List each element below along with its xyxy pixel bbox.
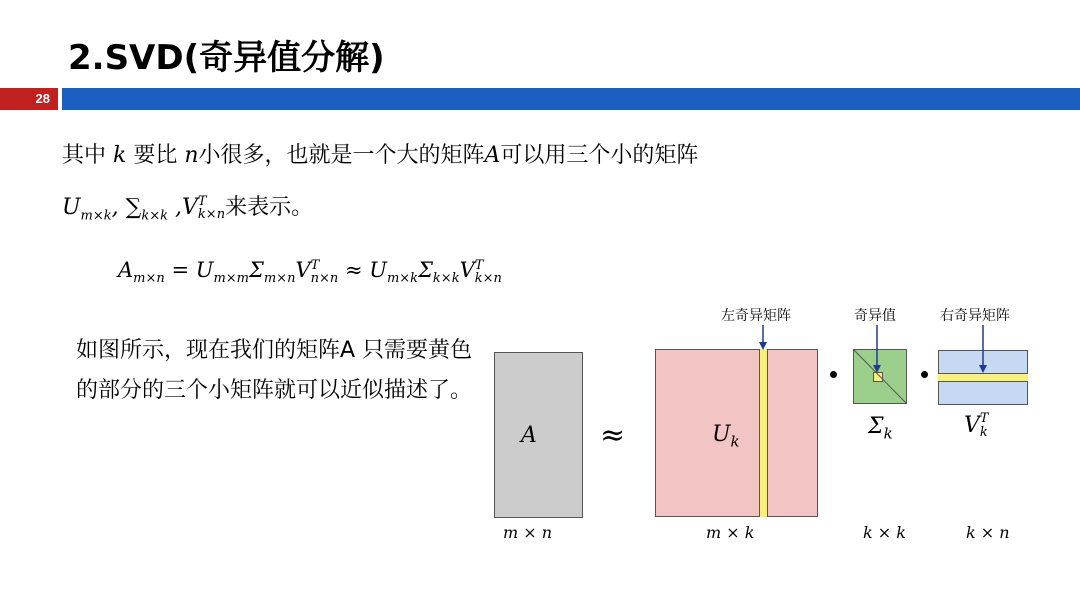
formula-U: U — [369, 258, 387, 282]
callout-singular-values: 奇异值 — [854, 308, 896, 324]
matrix-V-dim: k × n — [966, 523, 1010, 542]
formula-Sigma: Σ — [249, 258, 264, 282]
math-U: U — [62, 195, 81, 220]
math-sub: m×k — [80, 208, 112, 224]
intro-text: 要比 — [126, 143, 185, 168]
matrix-U-dim: m × k — [706, 523, 755, 542]
math-sub: k×n — [197, 207, 226, 222]
callout-left-singular: 左奇异矩阵 — [721, 308, 791, 324]
matrix-A-label: A — [521, 423, 537, 448]
matrix-Sigma-dim: k × k — [863, 523, 906, 542]
arrowhead-icon — [759, 342, 767, 350]
formula-sub: m×k — [386, 271, 419, 287]
formula-equals: = — [171, 258, 190, 282]
intro-text: 小很多，也就是一个大的矩阵 — [198, 143, 485, 168]
page-number-badge: 28 — [0, 88, 58, 110]
math-k: k — [113, 143, 127, 168]
formula-U: U — [195, 258, 214, 282]
formula-V: V — [295, 258, 311, 282]
intro-line-2: $U_{m\times k}$, $\sum_{k\times k}$ ,V T k×n 来表示。 — [62, 194, 314, 224]
math-V: V — [182, 195, 198, 220]
math-sup: T — [197, 194, 207, 209]
matrix-A-dim: m × n — [503, 523, 553, 542]
math-n: n — [184, 143, 199, 168]
callout-right-singular: 右奇异矩阵 — [940, 308, 1010, 324]
formula-sub: m×m — [213, 271, 249, 287]
matrix-U-label: $U_k$ — [712, 422, 740, 451]
slide-title: 2.SVD(奇异值分解) — [68, 38, 385, 78]
formula-sup: T — [474, 257, 484, 273]
matrix-Sigma-label: $\Sigma_k$ — [868, 414, 893, 443]
arrowhead-icon — [979, 365, 987, 373]
sigma-diagonal — [853, 349, 907, 404]
formula-sub: k×k — [432, 271, 460, 287]
formula-A: A — [118, 258, 134, 282]
intro-text: 来表示。 — [225, 195, 314, 220]
formula-sub: k×n — [474, 270, 502, 286]
matrix-V-label: V T k — [964, 411, 989, 440]
formula-sup: T — [310, 257, 320, 273]
formula-Sigma: Σ — [418, 258, 433, 282]
arrowhead-icon — [873, 365, 881, 373]
formula-approx: ≈ — [344, 258, 363, 282]
math-A: A — [484, 143, 501, 168]
description-text: 如图所示，现在我们的矩阵A 只需要黄色的部分的三个小矩阵就可以近似描述了。 — [76, 338, 473, 403]
math-sub: k×k — [141, 208, 169, 224]
intro-text: 可以用三个小的矩阵 — [500, 143, 699, 168]
formula-sub: n×n — [310, 270, 339, 286]
approx-symbol: ≈ — [600, 418, 626, 453]
math-sigma: ∑ — [125, 195, 142, 220]
formula-V: V — [459, 258, 475, 282]
formula-sub: m×n — [133, 271, 165, 287]
formula-sub: m×n — [263, 271, 296, 287]
intro-text: 其中 — [62, 143, 113, 168]
